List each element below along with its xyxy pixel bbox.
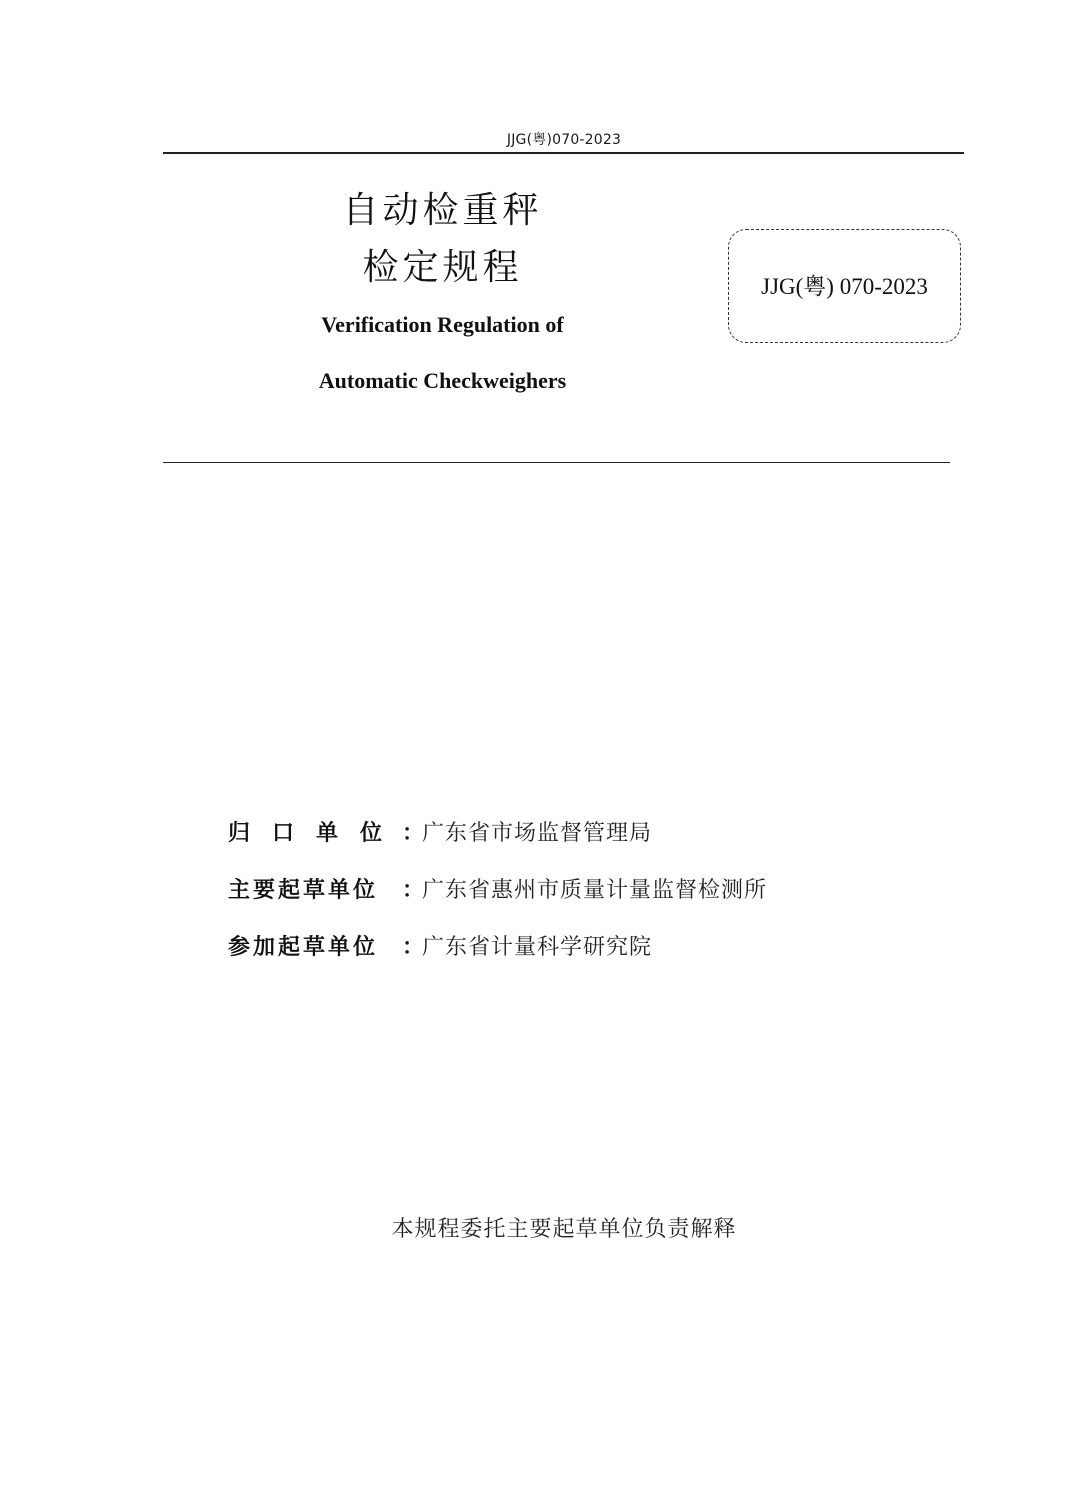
code-box	[728, 229, 961, 343]
middle-rule	[163, 462, 950, 463]
info-label: 主要起草单位	[228, 878, 379, 903]
interpretation-note: 本规程委托主要起草单位负责解释	[391, 1217, 737, 1242]
info-value: 广东省计量科学研究院	[422, 935, 653, 960]
info-row-participating-drafter	[228, 931, 652, 963]
info-label: 归 口 单 位	[228, 821, 383, 846]
info-value: 广东省市场监督管理局	[422, 821, 653, 846]
info-colon: ：	[402, 878, 425, 903]
title-zh-line1: 自动检重秤	[342, 190, 543, 231]
info-row-main-drafter	[228, 874, 767, 906]
title-en-line1: Verification Regulation of	[321, 312, 564, 337]
info-colon: ：	[402, 935, 425, 960]
code-box-text: JJG(粤) 070-2023	[761, 274, 928, 299]
running-header: JJG(粤)070-2023	[506, 132, 622, 148]
info-row-responsible-unit	[228, 817, 652, 849]
info-label: 参加起草单位	[228, 935, 379, 960]
info-value: 广东省惠州市质量计量监督检测所	[422, 878, 768, 903]
title-zh-line2: 检定规程	[362, 247, 523, 288]
title-en-line2: Automatic Checkweighers	[318, 368, 567, 393]
info-colon: ：	[402, 821, 425, 846]
top-rule	[163, 152, 964, 154]
